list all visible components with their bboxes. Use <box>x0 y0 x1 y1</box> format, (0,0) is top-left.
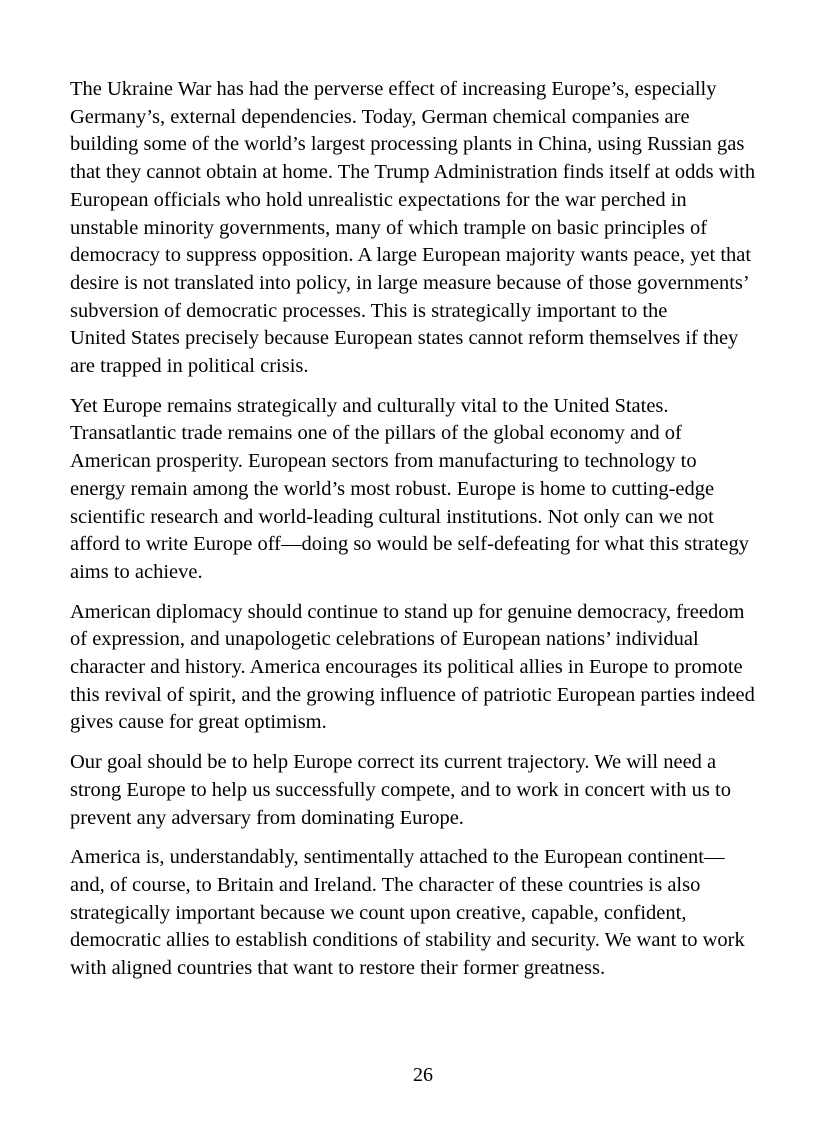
paragraph <box>70 76 776 381</box>
text-line: subversion of democratic processes. This is strategically important to the <box>70 299 668 322</box>
text-line: strategically important because we count upon creative, capable, confident, <box>70 901 687 924</box>
text-line: Germany’s, external dependencies. Today, German chemical companies are <box>70 105 690 128</box>
page-body <box>70 76 776 995</box>
paragraph <box>70 393 776 587</box>
text-line: are trapped in political crisis. <box>70 355 309 378</box>
text-line: gives cause for great optimism. <box>70 711 327 734</box>
text-line: building some of the world’s largest processing plants in China, using Russian gas <box>70 133 745 156</box>
text-line: afford to write Europe off—doing so would be self-defeating for what this strategy <box>70 533 749 556</box>
text-line: American prosperity. European sectors from manufacturing to technology to <box>70 450 697 473</box>
text-line: energy remain among the world’s most robust. Europe is home to cutting-edge <box>70 477 715 500</box>
text-line: and, of course, to Britain and Ireland. The character of these countries is also <box>70 873 701 896</box>
text-line: aims to achieve. <box>70 560 203 583</box>
text-line: character and history. America encourages its political allies in Europe to promote <box>70 656 743 679</box>
text-line: this revival of spirit, and the growing influence of patriotic European parties indeed <box>70 683 755 706</box>
text-line: Transatlantic trade remains one of the pillars of the global economy and of <box>70 422 682 445</box>
text-line: strong Europe to help us successfully compete, and to work in concert with us to <box>70 778 731 801</box>
text-line: that they cannot obtain at home. The Trump Administration finds itself at odds with <box>70 161 756 184</box>
paragraph <box>70 844 776 983</box>
text-line: American diplomacy should continue to stand up for genuine democracy, freedom <box>70 600 745 623</box>
paragraph <box>70 599 776 738</box>
text-line: democracy to suppress opposition. A large European majority wants peace, yet that <box>70 244 752 267</box>
text-line: with aligned countries that want to restore their former greatness. <box>70 957 606 980</box>
text-line: unstable minority governments, many of which trample on basic principles of <box>70 216 708 239</box>
text-line: Our goal should be to help Europe correct its current trajectory. We will need a <box>70 751 717 774</box>
text-line: European officials who hold unrealistic expectations for the war perched in <box>70 188 687 211</box>
text-line: America is, understandably, sentimentally attached to the European continent— <box>70 846 725 869</box>
paragraph <box>70 749 776 832</box>
page-number: 26 <box>413 1064 433 1086</box>
text-line: scientific research and world-leading cultural institutions. Not only can we not <box>70 505 714 528</box>
text-line: United States precisely because European states cannot reform themselves if they <box>70 327 739 350</box>
text-line: prevent any adversary from dominating Europe. <box>70 806 464 829</box>
text-line: of expression, and unapologetic celebrations of European nations’ individual <box>70 628 699 651</box>
text-line: Yet Europe remains strategically and culturally vital to the United States. <box>70 394 669 417</box>
text-line: democratic allies to establish conditions of stability and security. We want to work <box>70 929 745 952</box>
text-line: desire is not translated into policy, in large measure because of those governments’ <box>70 271 750 294</box>
text-line: The Ukraine War has had the perverse effect of increasing Europe’s, especially <box>70 78 717 100</box>
